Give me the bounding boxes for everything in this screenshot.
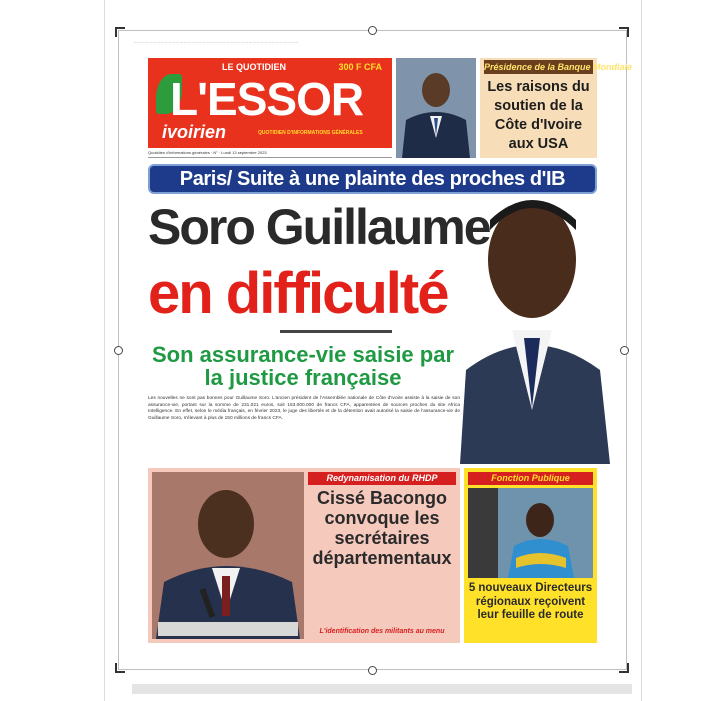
page-edge-left — [104, 0, 105, 701]
photo-minister — [468, 488, 593, 578]
bottom-left-headline: Cissé Bacongo convoque les secrétaires départementaux — [312, 488, 452, 568]
resize-handle-left[interactable] — [114, 346, 123, 355]
price-badge: 300 F CFA — [338, 62, 382, 72]
photo-president — [396, 58, 476, 158]
info-strip: Quotidien d'informations générales · N° · Lundi 13 septembre 2023 — [148, 150, 392, 158]
sidebar-kicker: Présidence de la Banque Mondiale — [484, 62, 633, 72]
bottom-left-kicker: Redynamisation du RHDP — [308, 472, 456, 485]
page-shadow — [132, 684, 632, 694]
headline-banner: Paris/ Suite à une plainte des proches d'IB — [148, 164, 597, 194]
resize-handle-top[interactable] — [368, 26, 377, 35]
photo-main-subject — [460, 180, 610, 464]
crop-corner-bottom-left[interactable] — [115, 663, 125, 673]
crop-corner-top-right[interactable] — [619, 27, 629, 37]
article-body: Les nouvelles ne sont pas bonnes pour Guillaume Soro. L'ancien président de l'Assemblée nationale de Côte d'Ivoire assiste à la saisie de son assurance-vie, portant sur la somme de 231.021 euros, soit 153.000.000 de francs CFA, apparentées de sources proches du site Africa Intelligence. En effet, selon le média français, en février 2023, le juge des libertés et de la détention avait autorisé la saisie de l'assurance-vie de Guillaume Soro, s'élevant à plus de 150 millions de francs CFA. — [148, 396, 460, 421]
page-edge-right — [641, 0, 642, 701]
bottom-left-footer: L'identification des militants au menu — [319, 628, 445, 635]
sidebar-story — [480, 58, 633, 158]
bottom-right-kicker: Fonction Publique — [468, 472, 593, 485]
masthead-subtitle: ivoirien — [162, 122, 227, 142]
masthead-kicker: LE QUOTIDIEN — [222, 62, 287, 72]
main-headline-line-2: en difficulté — [148, 261, 448, 326]
top-print-line: — — — — — — — — — — — — — — — — — — — — — — — — — — — — — — — — — — — — — — — — — — — — [134, 40, 299, 44]
resize-handle-right[interactable] — [620, 346, 629, 355]
subheadline: Son assurance-vie saisie par la justice française — [151, 342, 455, 390]
resize-handle-bottom[interactable] — [368, 666, 377, 675]
masthead-tagline: QUOTIDIEN D'INFORMATIONS GÉNÉRALES — [258, 130, 363, 136]
crop-corner-bottom-right[interactable] — [619, 663, 629, 673]
bottom-right-headline: 5 nouveaux Directeurs régionaux reçoivent leur feuille de route — [468, 582, 593, 621]
newspaper-front-page — [130, 40, 633, 655]
story-bottom-left — [148, 468, 460, 643]
story-bottom-right — [464, 468, 597, 643]
headline-rule — [280, 330, 392, 333]
masthead-title: L'ESSOR — [170, 73, 364, 125]
masthead — [148, 58, 392, 148]
crop-corner-top-left[interactable] — [115, 27, 125, 37]
sidebar-headline: Les raisons du soutien de la Côte d'Ivoire aux USA — [487, 79, 590, 152]
photo-speaker — [152, 472, 304, 639]
main-headline-line-1: Soro Guillaume — [148, 199, 490, 255]
